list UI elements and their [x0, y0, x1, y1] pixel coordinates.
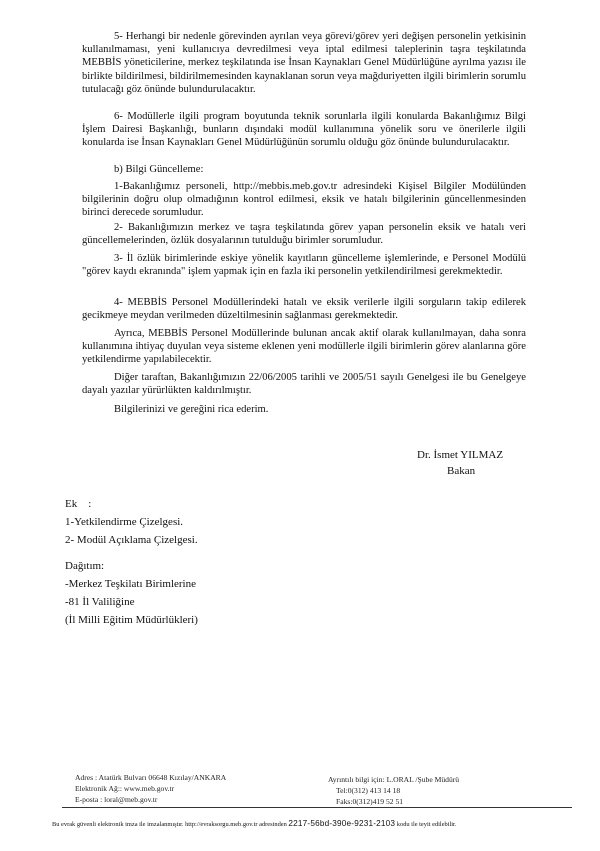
- attachment-item: 2- Modül Açıklama Çizelgesi.: [65, 534, 198, 546]
- signatory-name: Dr. İsmet YILMAZ: [417, 449, 504, 461]
- attachments-label: Ek :: [65, 498, 92, 510]
- distribution-block: [65, 557, 198, 629]
- attachment-item: 1-Yetkilendirme Çizelgesi.: [65, 516, 184, 528]
- signatory-title: Bakan: [447, 465, 476, 477]
- footer-address: Adres : Atatürk Bulvarı 06648 Kızılay/ANKARA: [75, 773, 227, 782]
- closing-sentence: Bilgilerinizi ve gereğini rica ederim.: [114, 404, 269, 415]
- footer-divider: [62, 807, 572, 808]
- paragraph-5: 5- Herhangi bir nedenle görevinden ayrılan veya görevi/görev yeri değişen personelin yetkisinin kullanılmaması, yeni kullanıcıya devredilmesi veya iptal edilmesi taleplerinin taşra teşkilatında MEBBİS yöneticilerine, merkez teşkilatında ise İnsan Kaynakları Genel Müdürlüğüne ayrılma yazısı ile birlikte bildirilmesi, bildirilmemesinden kaynaklanan sorun veya mağduriyetten ilgili birimlerin sorumlu tutulacağı göz önünde bulundurulacaktır.: [82, 31, 526, 95]
- verification-line: [52, 819, 572, 830]
- footer-contact: Ayrıntılı bilgi için: L.ORAL /Şube Müdürü: [328, 775, 460, 784]
- distribution-label: Dağıtım:: [65, 560, 105, 572]
- footer-network: Elektronik Ağ:: www.meb.gov.tr: [75, 784, 175, 793]
- paragraph-diger: Diğer taraftan, Bakanlığımızın 22/06/2005 tarihli ve 2005/51 sayılı Genelgesi ile bu Genelgeye dayalı yazılar yürürlükten kaldırılmıştır.: [82, 372, 526, 397]
- paragraph-b1: 1-Bakanlığımız personeli, http://mebbis.meb.gov.tr adresindeki Kişisel Bilgiler Modülünden bilgilerinin doğru olup olmadığının kontrol edilmesi, eksik ve hatalı bilgilerinin güncellenmesinden birinci derecede sorumludur.: [82, 181, 526, 219]
- distribution-item: (İl Milli Eğitim Müdürlükleri): [65, 614, 198, 626]
- paragraph-6: 6- Modüllerle ilgili program boyutunda teknik sorunlarla ilgili konularda Bakanlığımız Bilgi İşlem Dairesi Başkanlığı, bunların dışındaki modül kullanımına yönelik soru ve önerilerle ilgili konularda ise İnsan Kaynakları Genel Müdürlüğünün sorumlu olduğu göz önünde bulundurulacaktır.: [82, 111, 526, 149]
- paragraph-b3: 3- İl özlük birimlerinde eskiye yönelik kayıtların güncelleme işlemlerinde, e Personel Modülü "görev kaydı ekranında" işlem yapmak için en fazla iki personelin yetkilendirilmesi gerekmektedir.: [82, 253, 526, 278]
- paragraph-b4: 4- MEBBİS Personel Modüllerindeki hatalı ve eksik verilerle ilgili sorguların takip edilerek gecikmeye meydan verilmeden düzeltilmesinin sağlanması gerekmektedir.: [82, 297, 526, 322]
- footer-left: [75, 772, 226, 805]
- distribution-item: -Merkez Teşkilatı Birimlerine: [65, 578, 196, 590]
- footer-fax: Faks:0(312)419 52 51: [336, 797, 404, 806]
- paragraph-b2: 2- Bakanlığımızın merkez ve taşra teşkilatında görev yapan personelin eksik ve hatalı veri güncellemelerinden, özlük dosyalarının tutulduğu birimler sorumludur.: [82, 222, 526, 247]
- verification-suffix: kodu ile teyit edilebilir.: [396, 821, 457, 828]
- footer-phone: Tel:0(312) 413 14 18: [336, 786, 401, 795]
- section-b-heading: b) Bilgi Güncelleme:: [114, 164, 204, 175]
- paragraph-ayrica: Ayrıca, MEBBİS Personel Modüllerinde bulunan ancak aktif olarak kullanılmayan, daha sonra kullanımına ihtiyaç duyulan veya sisteme eklenen yeni modüllerle ilgili birimlerin görev alanlarına göre yetkilendirme yapılabilecektir.: [82, 328, 526, 366]
- footer-right: [328, 774, 459, 807]
- distribution-item: -81 İl Valiliğine: [65, 596, 135, 608]
- verification-code: 2217-56bd-390e-9231-2103: [288, 819, 396, 828]
- footer-email: E-posta : loral@meb.gov.tr: [75, 795, 158, 804]
- verification-prefix: Bu evrak güvenli elektronik imza ile imzalanmıştır. http://evraksorgu.meb.gov.tr adresinden: [52, 821, 287, 828]
- attachments-block: [65, 495, 198, 549]
